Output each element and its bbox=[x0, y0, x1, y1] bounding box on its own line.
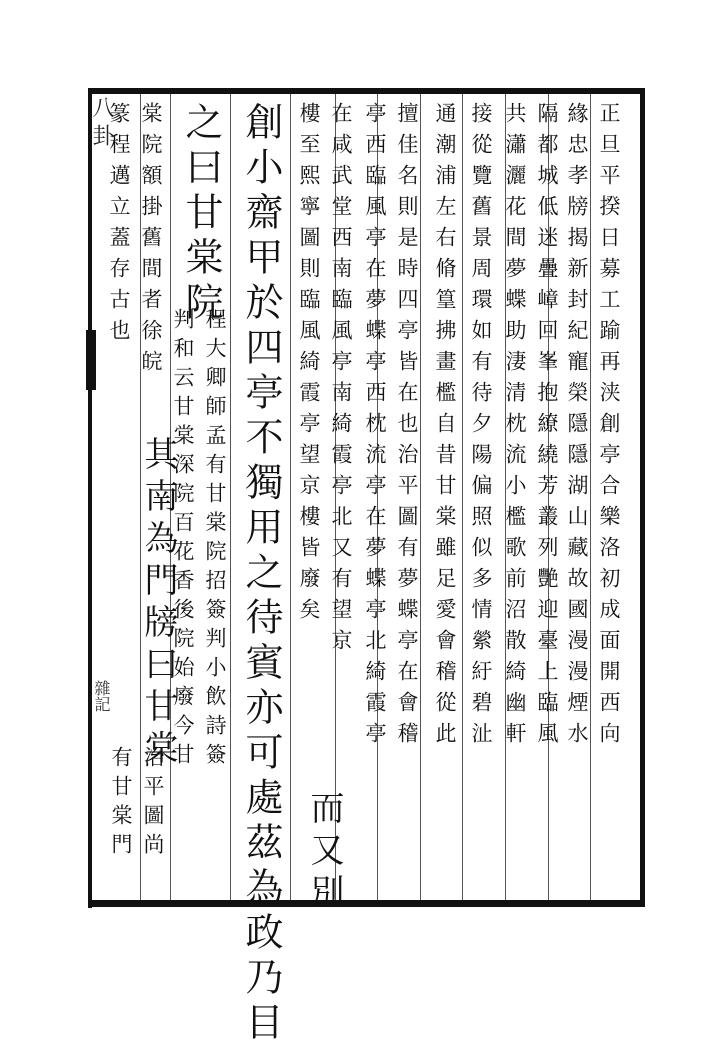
binding-rule bbox=[88, 88, 92, 908]
text-column-7: 擅佳名則是時四亭皆在也治平圖有夢蝶亭在會稽 bbox=[395, 102, 419, 753]
text-column-13-tail: 其南為門牓曰甘棠 bbox=[138, 436, 178, 772]
text-column-2: 緣忠孝牓揭新封紀寵榮隱隱湖山藏故國漫漫煙水 bbox=[565, 102, 589, 753]
text-column-4: 共瀟灑花間夢蝶助淒清枕流小檻歌前沼散綺幽軒 bbox=[503, 102, 527, 753]
fishtail-mark bbox=[86, 330, 96, 390]
column-divider bbox=[420, 94, 421, 900]
annotation-left-2: 有甘棠門 bbox=[109, 746, 133, 862]
text-column-9: 在咸武堂西南臨風亭南綺霞亭北又有望京 bbox=[329, 102, 353, 660]
text-column-8: 亭西臨風亭在夢蝶亭西枕流亭在夢蝶亭北綺霞亭 bbox=[363, 102, 387, 753]
spine-glyphs: 八卦 bbox=[89, 96, 114, 152]
text-column-6: 通潮浦左右脩篁拂畫檻自昔甘棠雖足愛會稽從此 bbox=[433, 102, 457, 753]
frame-top-rule bbox=[92, 88, 645, 94]
frame-right-rule bbox=[640, 88, 645, 907]
text-column-14: 篆程邁立蓋存古也 bbox=[107, 102, 131, 350]
annotation-left: 判和云甘棠深院百花香後院始廢今甘 bbox=[171, 308, 195, 772]
column-divider bbox=[230, 94, 231, 900]
annotation-right-2: 治平圖尚 bbox=[141, 746, 165, 862]
text-column-9-tail: 而又別 bbox=[304, 790, 344, 916]
frame-bottom-rule bbox=[92, 900, 645, 907]
binding-margin bbox=[0, 0, 92, 1000]
text-column-large-2: 之曰甘棠院 bbox=[179, 102, 223, 327]
text-column-10: 樓至熙寧圖則臨風綺霞亭望京樓皆廢矣 bbox=[297, 102, 321, 629]
column-divider bbox=[462, 94, 463, 900]
text-column-large-1: 創小齋甲於四亭不獨用之待賓亦可處茲為政乃目 bbox=[239, 102, 283, 1047]
text-column-5: 接從覽舊景周環如有待夕陽偏照似多情縈紆碧沚 bbox=[469, 102, 493, 753]
column-divider bbox=[290, 94, 291, 900]
text-column-3: 隔都城低迷疊嶂回峯抱繚繞芳叢列艷迎臺上臨風 bbox=[535, 102, 559, 753]
text-column-13: 棠院額掛舊間者徐皖 bbox=[139, 102, 163, 381]
text-column-1: 正旦平揆日募工踰再浃創亭合樂洛初成面開西向 bbox=[597, 102, 621, 753]
folio-label: 雜記 bbox=[92, 680, 111, 712]
annotation-right: 程大卿師孟有甘棠院招簽判小飲詩簽 bbox=[203, 308, 227, 772]
column-divider bbox=[590, 94, 591, 900]
